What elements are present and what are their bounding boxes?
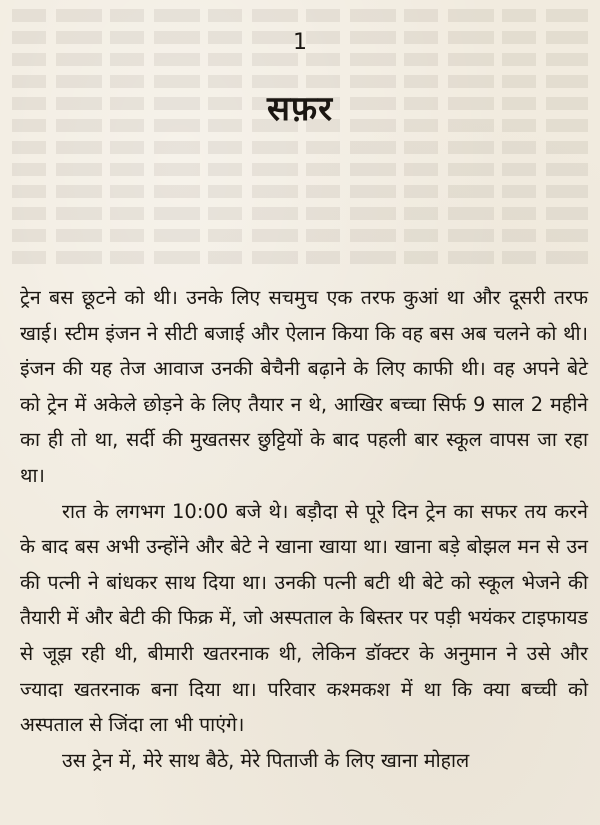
body-text [20,280,588,778]
paragraph-3: उस ट्रेन में, मेरे साथ बैठे, मेरे पिताजी के लिए खाना मोहाल [62,748,470,772]
chapter-number: 1 [293,30,307,55]
paragraph-1: ट्रेन बस छूटने को थी। उनके लिए सचमुच एक तरफ कुआं था और दूसरी तरफ खाई। स्टीम इंजन ने सीटी बजाई और ऐलान किया कि वह बस अब चलने को थी। इंजन की यह तेज आवाज उनकी बेचैनी बढ़ाने के लिए काफी थी। वह अपने बेटे को ट्रेन में अकेले छोड़ने के लिए तैयार न थे, आखिर बच्चा सिर्फ 9 साल 2 महीने का ही तो था, सर्दी की मुखतसर छुट्टियों के बाद पहली बार स्कूल वापस जा रहा था। [20,286,588,487]
paragraph-2: रात के लगभग 10:00 बजे थे। बड़ौदा से पूरे दिन ट्रेन का सफर तय करने के बाद बस अभी उन्होंने और बेटे ने खाना खाया था। खाना बड़े बोझल मन से उन की पत्नी ने बांधकर साथ दिया था। उनकी पत्नी बटी थी बेटे को स्कूल भेजने की तैयारी में और बेटी की फिक्र में, जो अस्पताल के बिस्तर पर पड़ी भयंकर टाइफायड से जूझ रही थी, बीमारी खतरनाक थी, लेकिन डॉक्टर के अनुमान ने उसे और ज्यादा खतरनाक बना दिया था। परिवार कश्मकश में था कि क्या बच्ची को अस्पताल से जिंदा ला भी पाएंगे। [20,499,588,737]
chapter-title: सफ़र [266,89,334,129]
